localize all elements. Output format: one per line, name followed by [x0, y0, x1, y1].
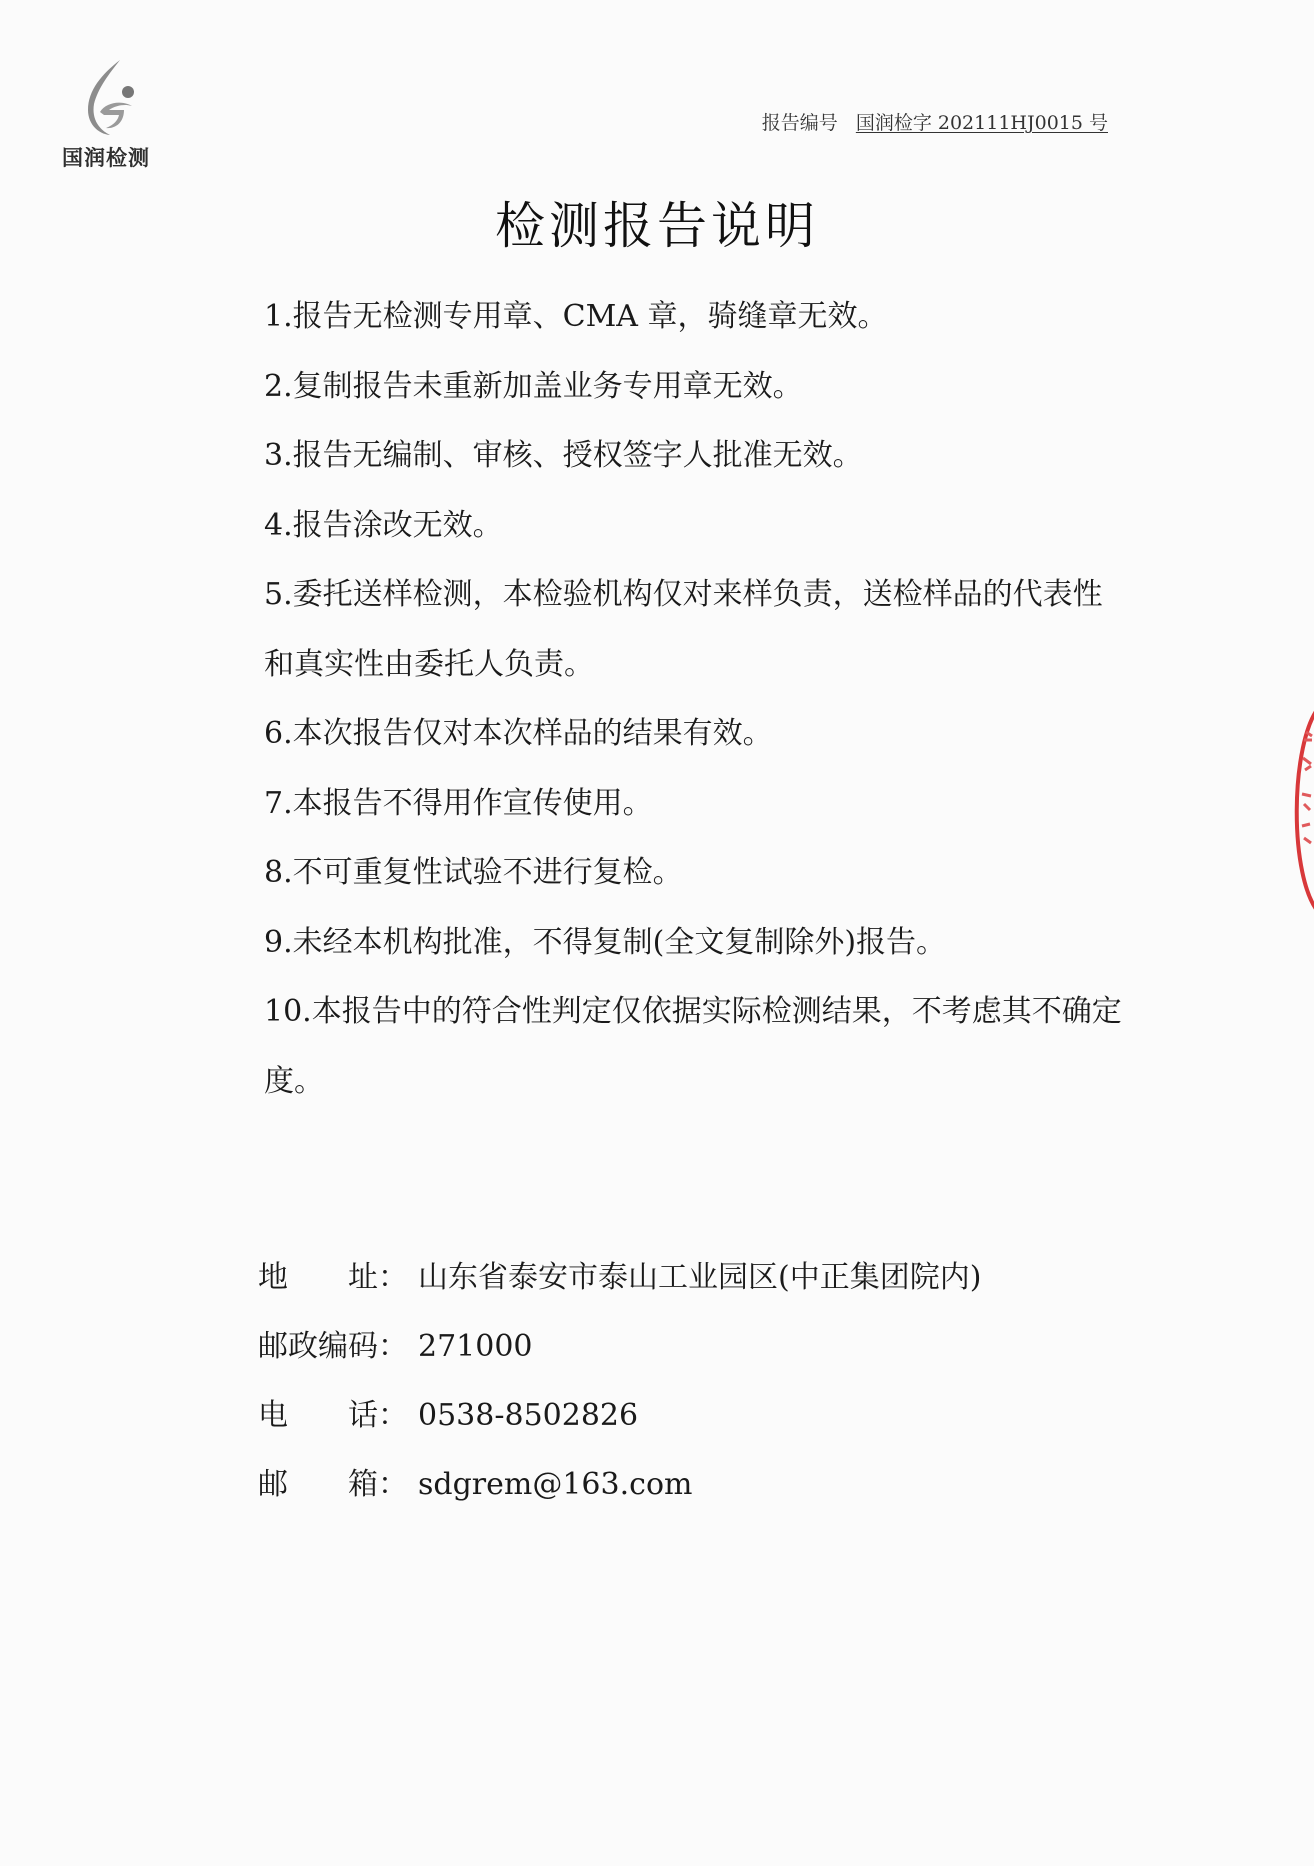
note-item: 5.委托送样检测，本检验机构仅对来样负责，送检样品的代表性和真实性由委托人负责。 — [264, 577, 1103, 682]
contact-info — [258, 1243, 1158, 1519]
report-number — [762, 108, 1108, 135]
address-label: 地 址： — [258, 1260, 408, 1295]
email-label: 邮 箱： — [258, 1467, 408, 1502]
company-logo — [58, 58, 168, 170]
report-number-value: 国润检字 202111HJ0015 号 — [855, 112, 1108, 134]
note-item: 4.报告涂改无效。 — [264, 507, 503, 543]
email-row — [258, 1450, 1158, 1519]
logo-text: 国润检测 — [62, 146, 150, 170]
note-item: 7.本报告不得用作宣传使用。 — [264, 785, 653, 821]
postcode-value: 271000 — [418, 1329, 533, 1364]
phone-row — [258, 1381, 1158, 1450]
logo-mark-icon — [76, 58, 156, 142]
note-item: 10.本报告中的符合性判定仅依据实际检测结果，不考虑其不确定度。 — [264, 994, 1122, 1099]
postcode-label: 邮政编码： — [258, 1329, 408, 1364]
email-value: sdgrem@163.com — [418, 1467, 693, 1502]
postcode-row — [258, 1312, 1158, 1381]
notes-list — [264, 282, 1134, 1116]
page-title: 检测报告说明 — [495, 197, 819, 255]
address-row — [258, 1243, 1158, 1312]
note-item: 6.本次报告仅对本次样品的结果有效。 — [264, 716, 773, 751]
note-item: 1.报告无检测专用章、CMA 章，骑缝章无效。 — [264, 299, 888, 334]
report-number-label: 报告编号 — [761, 112, 838, 134]
phone-label: 电 话： — [258, 1398, 408, 1433]
note-item: 2.复制报告未重新加盖业务专用章无效。 — [264, 368, 803, 404]
note-item: 9.未经本机构批准，不得复制(全文复制除外)报告。 — [264, 924, 947, 960]
phone-value: 0538-8502826 — [418, 1398, 639, 1433]
note-item: 8.不可重复性试验不进行复检。 — [264, 855, 683, 890]
note-item: 3.报告无编制、审核、授权签字人批准无效。 — [264, 438, 863, 473]
seal-stamp-edge — [1286, 700, 1314, 920]
address-value: 山东省泰安市泰山工业园区(中正集团院内) — [418, 1260, 982, 1295]
